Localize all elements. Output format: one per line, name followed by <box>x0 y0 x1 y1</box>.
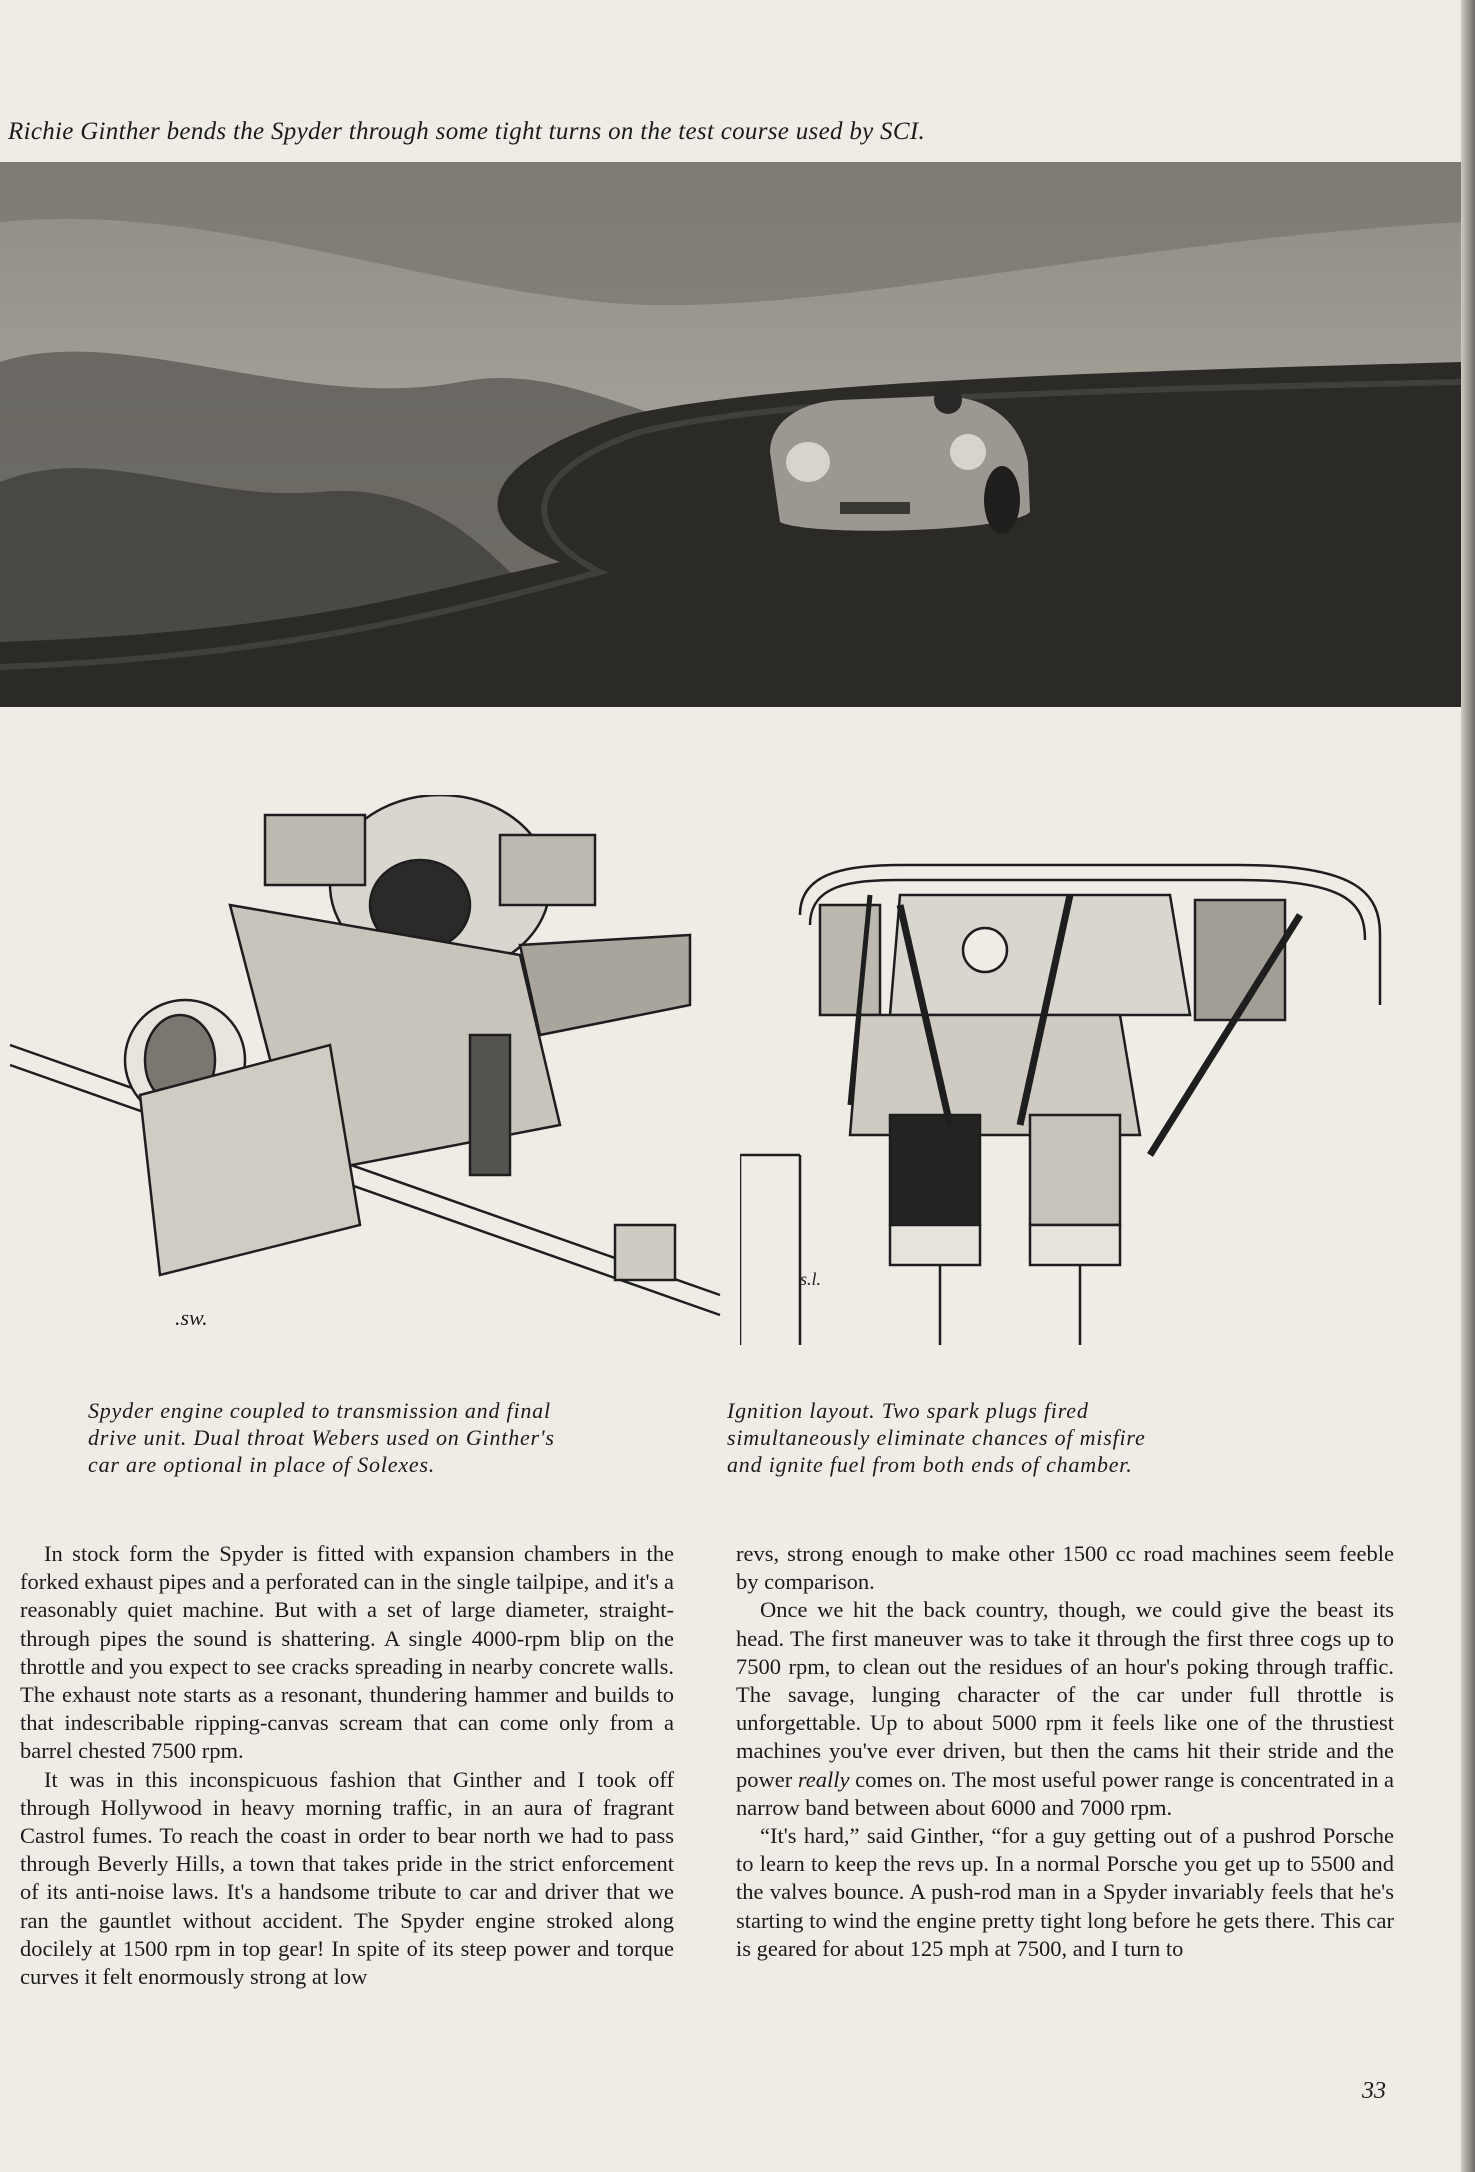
engine-caption-line-3: car are optional in place of Solexes. <box>88 1452 436 1477</box>
ignition-caption-line-2: simultaneously eliminate chances of misfire <box>727 1425 1146 1450</box>
photo-caption: Richie Ginther bends the Spyder through some tight turns on the test course used by SCI. <box>8 118 926 145</box>
ignition-figure-caption <box>727 1397 1317 1478</box>
engine-transmission-drawing-icon <box>0 795 730 1330</box>
ignition-layout-drawing-icon <box>740 855 1405 1345</box>
engine-figure-caption <box>88 1397 678 1478</box>
emphasis-text: really <box>797 1766 850 1792</box>
paragraph-text: Once we hit the back country, though, we could give the beast its head. The first maneuver was to take it through the first three cogs up to 7500 rpm, to clean out the residues of an hour's poking through traffic. The savage, lunging character of the car under full throttle is unforgettable. Up to about 5000 rpm it feels like one of the thrustiest machines you've ever driven, but then the cams hit their stride and the power <box>736 1597 1394 1792</box>
paragraph: “It's hard,” said Ginther, “for a guy getting out of a pushrod Porsche to learn to keep the revs up. In a normal Porsche you get up to 5500 and the valves bounce. A push-rod man in a Spyder invariably feels that he's starting to wind the engine pretty tight long before he gets there. This car is geared for about 125 mph at 7500, and I turn to <box>736 1823 1394 1961</box>
engine-transmission-figure <box>0 795 730 1330</box>
ignition-layout-figure <box>740 855 1405 1345</box>
article-column-right <box>736 1540 1394 1963</box>
racing-car-photo <box>0 162 1463 707</box>
svg-text:s.l.: s.l. <box>800 1269 822 1289</box>
paragraph <box>736 1596 1394 1822</box>
page-number: 33 <box>1362 2078 1386 2104</box>
paragraph-text: comes on. The most useful power range is concentrated in a narrow band between about 6000 and 7000 rpm. <box>736 1766 1394 1820</box>
engine-caption-line-2: drive unit. Dual throat Webers used on Ginther's <box>88 1425 555 1450</box>
paragraph-continuation: revs, strong enough to make other 1500 cc road machines seem feeble by comparison. <box>736 1541 1394 1595</box>
svg-text:.sw.: .sw. <box>175 1305 208 1330</box>
racing-car-photo-icon <box>0 162 1463 707</box>
paragraph: In stock form the Spyder is fitted with expansion chambers in the forked exhaust pipes and a perforated can in the single tailpipe, and it's a reasonably quiet machine. But with a set of large diameter, straight-through pipes the sound is shattering. A single 4000-rpm blip on the throttle and you expect to see cracks spreading in nearby concrete walls. The exhaust note starts as a resonant, thundering hammer and builds to that indescribable ripping-canvas scream that can come only from a barrel chested 7500 rpm. <box>20 1541 674 1764</box>
ignition-caption-line-3: and ignite fuel from both ends of chamber. <box>727 1452 1133 1477</box>
engine-caption-line-1: Spyder engine coupled to transmission and final <box>88 1398 551 1423</box>
article-column-left <box>20 1540 674 1991</box>
ignition-caption-line-1: Ignition layout. Two spark plugs fired <box>727 1398 1089 1423</box>
paragraph: It was in this inconspicuous fashion that Ginther and I took off through Hollywood in heavy morning traffic, in an aura of fragrant Castrol fumes. To reach the coast in order to bear north we had to pass through Beverly Hills, a town that takes pride in the strict enforcement of its anti-noise laws. It's a handsome tribute to car and driver that we ran the gauntlet without accident. The Spyder engine stroked along docilely at 1500 rpm in top gear! In spite of its steep power and torque curves it felt enormously strong at low <box>20 1766 674 1990</box>
binding-edge <box>1461 0 1475 2172</box>
